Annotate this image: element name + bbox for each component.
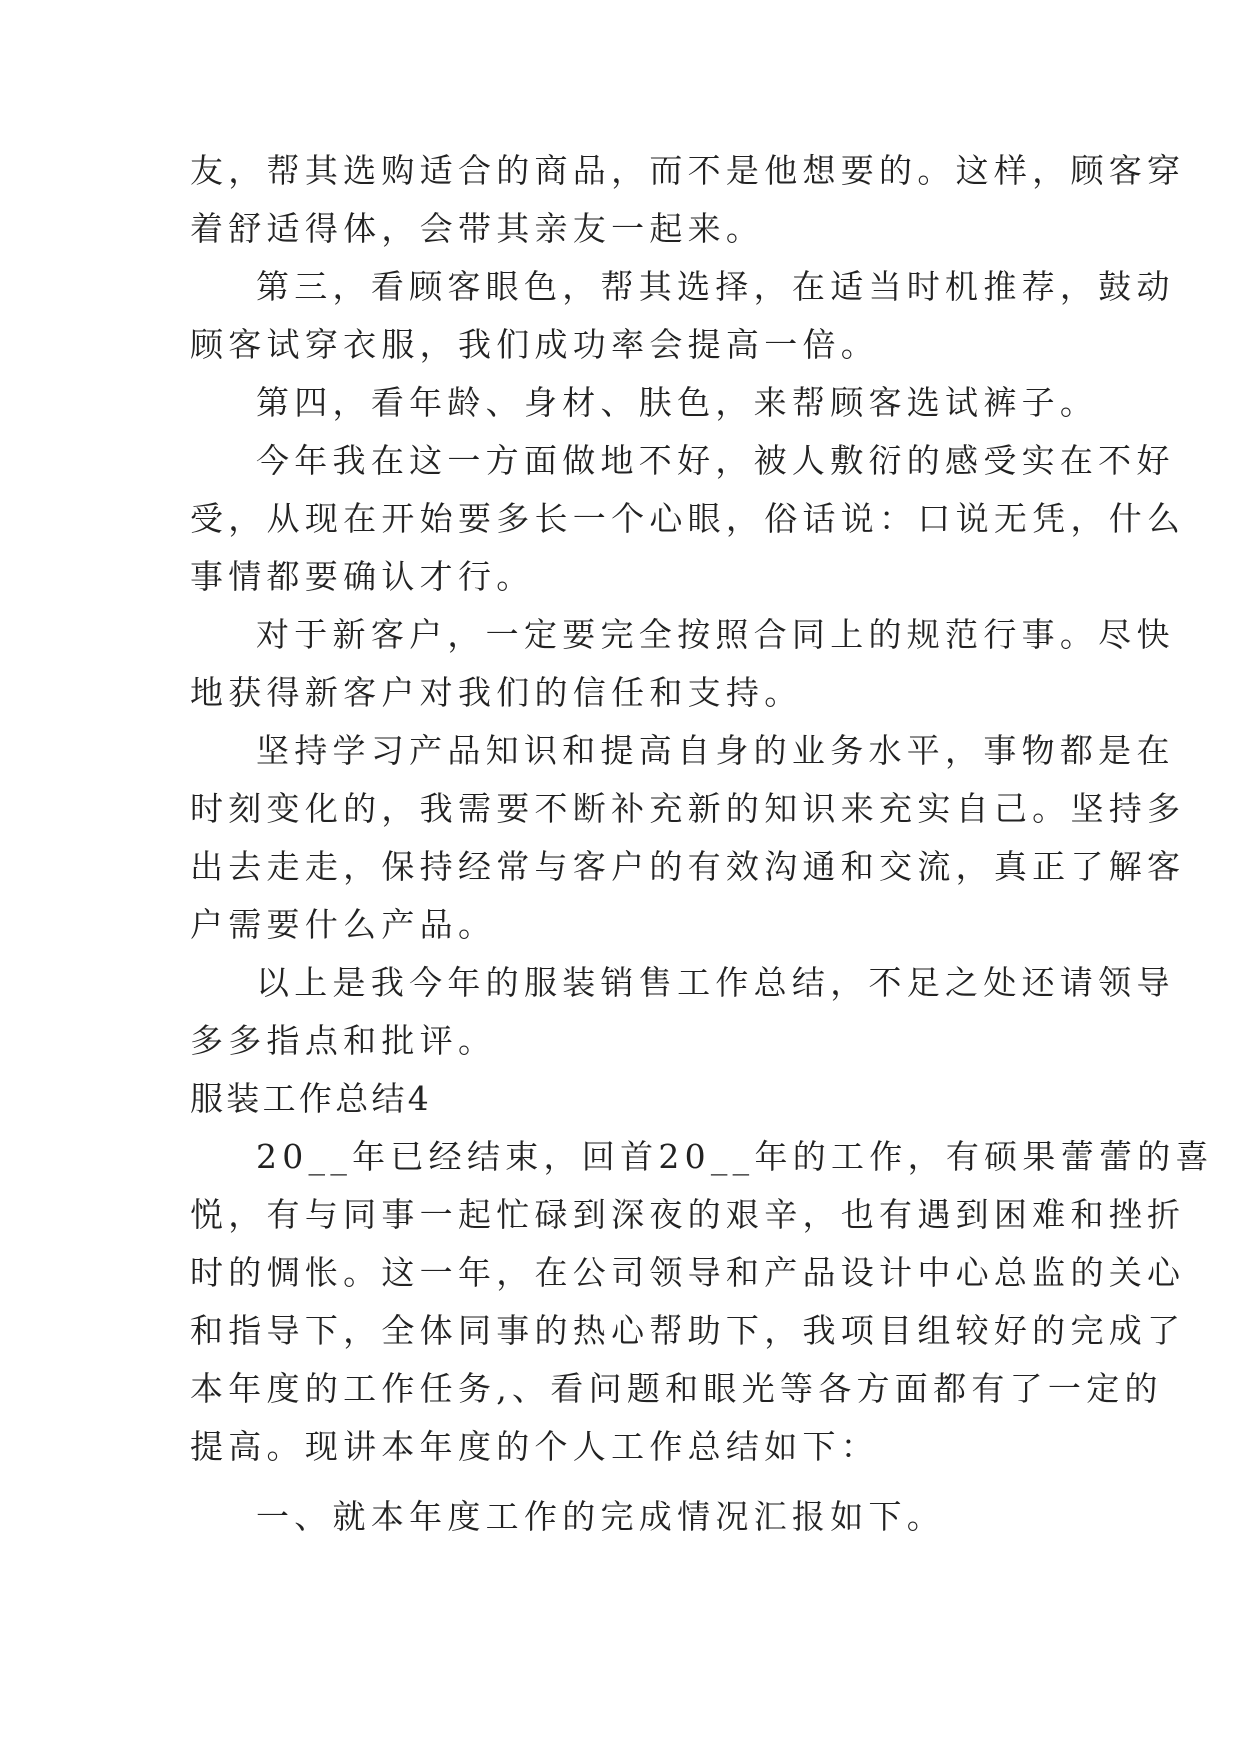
paragraph-line: 以上是我今年的服装销售工作总结，不足之处还请领导 <box>256 963 1175 1002</box>
paragraph-line: 对于新客户，一定要完全按照合同上的规范行事。尽快 <box>256 615 1175 654</box>
paragraph-line: 顾客试穿衣服，我们成功率会提高一倍。 <box>190 325 880 364</box>
paragraph-line: 时的惆怅。这一年，在公司领导和产品设计中心总监的关心 <box>190 1253 1186 1292</box>
paragraph-line: 时刻变化的，我需要不断补充新的知识来充实自己。坚持多 <box>190 789 1186 828</box>
paragraph-line: 第三，看顾客眼色，帮其选择，在适当时机推荐，鼓动 <box>256 267 1175 306</box>
paragraph-line: 坚持学习产品知识和提高自身的业务水平，事物都是在 <box>256 731 1175 770</box>
paragraph-line: 地获得新客户对我们的信任和支持。 <box>190 673 803 712</box>
paragraph-line: 户需要什么产品。 <box>190 905 497 944</box>
paragraph-line: 多多指点和批评。 <box>190 1021 497 1060</box>
section-title: 服装工作总结4 <box>190 1079 433 1118</box>
paragraph-line: 第四，看年龄、身材、肤色，来帮顾客选试裤子。 <box>256 383 1099 422</box>
paragraph-line: 事情都要确认才行。 <box>190 557 535 596</box>
paragraph-line: 友，帮其选购适合的商品，而不是他想要的。这样，顾客穿 <box>190 151 1186 190</box>
paragraph-line: 着舒适得体，会带其亲友一起来。 <box>190 209 765 248</box>
paragraph-line: 提高。现讲本年度的个人工作总结如下： <box>190 1427 880 1466</box>
paragraph-line: 本年度的工作任务,、看问题和眼光等各方面都有了一定的 <box>190 1369 1163 1408</box>
paragraph-line: 受，从现在开始要多长一个心眼，俗话说：口说无凭，什么 <box>190 499 1186 538</box>
paragraph-line: 出去走走，保持经常与客户的有效沟通和交流，真正了解客 <box>190 847 1186 886</box>
paragraph-line: 一、就本年度工作的完成情况汇报如下。 <box>256 1497 946 1536</box>
paragraph-line: 今年我在这一方面做地不好，被人敷衍的感受实在不好 <box>256 441 1175 480</box>
paragraph-line: 悦，有与同事一起忙碌到深夜的艰辛，也有遇到困难和挫折 <box>190 1195 1186 1234</box>
paragraph-line: 和指导下，全体同事的热心帮助下，我项目组较好的完成了 <box>190 1311 1186 1350</box>
paragraph-line: 20__年已经结束，回首20__年的工作，有硕果蕾蕾的喜 <box>256 1137 1214 1176</box>
